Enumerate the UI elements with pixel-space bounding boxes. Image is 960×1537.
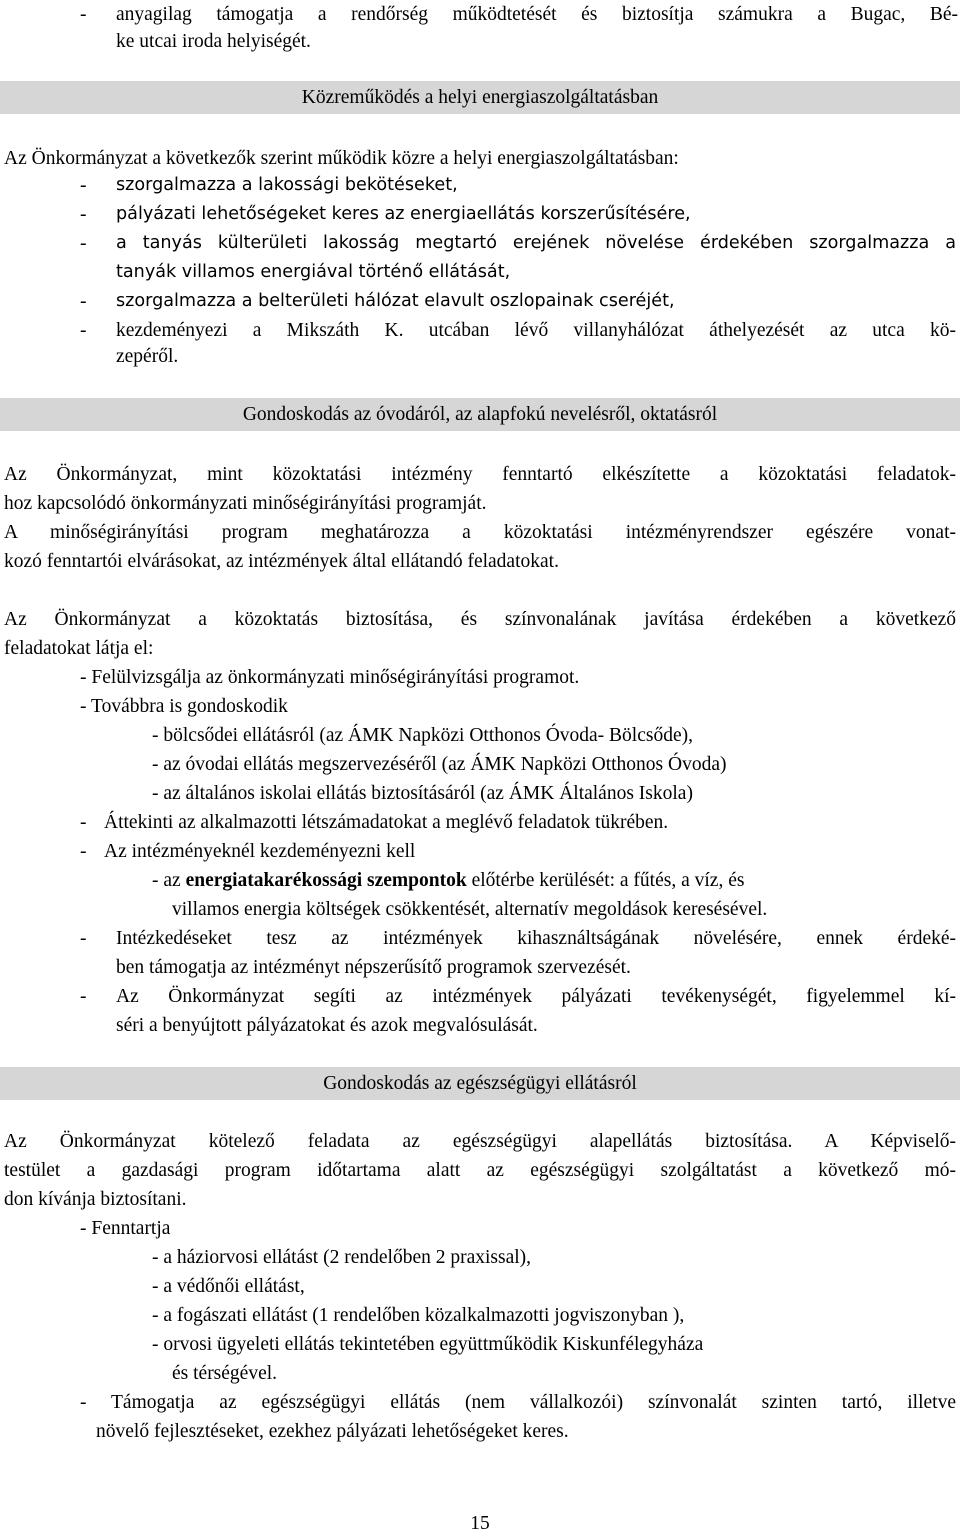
list-dash: - <box>80 233 87 254</box>
health-subtask-4-line-2: és térségével. <box>172 1363 278 1384</box>
health-task-2-line-1: - Támogatja az egészségügyi ellátás (nem vállalkozói) színvonalát szinten tartó, illetve <box>80 1392 956 1413</box>
energy-item-5-line-2: zepéről. <box>116 346 179 367</box>
subtask-4-emphasis: energiatakarékossági szempontok <box>185 870 467 891</box>
energy-item-5-line-1: kezdeményezi a Mikszáth K. utcában lévő villanyhálózat áthelyezését az utca kö- <box>116 320 956 341</box>
list-dash: - <box>80 291 87 312</box>
energy-intro: Az Önkormányzat a következők szerint működik közre a helyi energiaszolgáltatásban: <box>4 148 679 169</box>
list-dash: - <box>80 928 87 949</box>
education-task-2: - Továbbra is gondoskodik <box>80 696 288 717</box>
education-task-3: Áttekinti az alkalmazotti létszámadatokat a meglévő feladatok tükrében. <box>104 812 669 833</box>
education-p3-line-1: Az Önkormányzat a közoktatás biztosítása, és színvonalának javítása érdekében a következő <box>4 609 956 630</box>
education-subtask-4-line-1 <box>152 866 744 895</box>
list-dash: - <box>80 4 87 25</box>
health-subtask-3: - a fogászati ellátást (1 rendelőben közalkalmazotti jogviszonyban ), <box>152 1305 685 1326</box>
education-task-6-line-1: Az Önkormányzat segíti az intézmények pályázati tevékenységét, figyelemmel kí- <box>116 986 956 1007</box>
education-p1-line-1: Az Önkormányzat, mint közoktatási intézmény fenntartó elkészítette a közoktatási feladatok- <box>4 464 956 485</box>
education-task-5-line-1: Intézkedéseket tesz az intézmények kihasználtságának növelésére, ennek érdeké- <box>116 928 956 949</box>
subtask-4-suffix: előtérbe kerülését: a fűtés, a víz, és <box>466 870 745 891</box>
education-p2-line-2: kozó fenntartói elvárásokat, az intézmények által ellátandó feladatokat. <box>4 551 559 572</box>
education-task-5-line-2: ben támogatja az intézményt népszerűsítő programok szervezését. <box>116 957 631 978</box>
list-dash: - <box>80 812 87 833</box>
list-dash: - <box>80 986 87 1007</box>
education-p1-line-2: hoz kapcsolódó önkormányzati minőségirányítási programját. <box>4 493 487 514</box>
energy-item-2: pályázati lehetőségeket keres az energiaellátás korszerűsítésére, <box>116 204 691 224</box>
page-number: 15 <box>470 1513 490 1534</box>
health-p1-line-1: Az Önkormányzat kötelező feladata az egészségügyi alapellátás biztosítása. A Képviselő- <box>4 1131 956 1152</box>
list-dash: - <box>80 841 87 862</box>
energy-item-1: szorgalmazza a lakossági bekötéseket, <box>116 175 458 195</box>
section-heading-education: Gondoskodás az óvodáról, az alapfokú nevelésről, oktatásról <box>0 398 960 431</box>
education-subtask-2: - az óvodai ellátás megszervezéséről (az ÁMK Napközi Otthonos Óvoda) <box>152 754 727 775</box>
education-p2-line-1: A minőségirányítási program meghatározza a közoktatási intézményrendszer egészére vonat- <box>4 522 956 543</box>
energy-item-3-line-1: a tanyás külterületi lakosság megtartó erejének növelése érdekében szorgalmazza a <box>116 233 956 253</box>
health-task-2-line-2: növelő fejlesztéseket, ezekhez pályázati lehetőségeket keres. <box>96 1421 569 1442</box>
health-p1-line-2: testület a gazdasági program időtartama alatt az egészségügyi szolgáltatást a következő mó- <box>4 1160 956 1181</box>
health-subtask-4-line-1: - orvosi ügyeleti ellátás tekintetében együttműködik Kiskunfélegyháza <box>152 1334 704 1355</box>
list-dash: - <box>80 320 87 341</box>
health-task-1: - Fenntartja <box>80 1218 171 1239</box>
top-line-2: ke utcai iroda helyiségét. <box>116 31 311 52</box>
list-dash: - <box>80 204 87 225</box>
education-task-1: - Felülvizsgálja az önkormányzati minőségirányítási programot. <box>80 667 580 688</box>
education-task-6-line-2: séri a benyújtott pályázatokat és azok megvalósulását. <box>116 1015 538 1036</box>
education-subtask-3: - az általános iskolai ellátás biztosításáról (az ÁMK Általános Iskola) <box>152 783 693 804</box>
list-dash: - <box>80 175 87 196</box>
top-line-1: anyagilag támogatja a rendőrség működtetését és biztosítja számukra a Bugac, Bé- <box>116 4 958 25</box>
education-p3-line-2: feladatokat látja el: <box>4 638 154 659</box>
education-subtask-4-line-2: villamos energia költségek csökkentését, alternatív megoldások keresésével. <box>172 899 768 920</box>
section-heading-health: Gondoskodás az egészségügyi ellátásról <box>0 1067 960 1100</box>
section-heading-energy: Közreműködés a helyi energiaszolgáltatásban <box>0 81 960 114</box>
education-subtask-1: - bölcsődei ellátásról (az ÁMK Napközi Otthonos Óvoda- Bölcsőde), <box>152 725 693 746</box>
health-subtask-2: - a védőnői ellátást, <box>152 1276 305 1297</box>
health-subtask-1: - a háziorvosi ellátást (2 rendelőben 2 praxissal), <box>152 1247 532 1268</box>
subtask-4-prefix: - az <box>152 870 186 891</box>
health-p1-line-3: don kívánja biztosítani. <box>4 1189 187 1210</box>
energy-item-4: szorgalmazza a belterületi hálózat elavult oszlopainak cseréjét, <box>116 291 675 311</box>
energy-item-3-line-2: tanyák villamos energiával történő ellátását, <box>116 262 511 282</box>
education-task-4: Az intézményeknél kezdeményezni kell <box>104 841 416 862</box>
